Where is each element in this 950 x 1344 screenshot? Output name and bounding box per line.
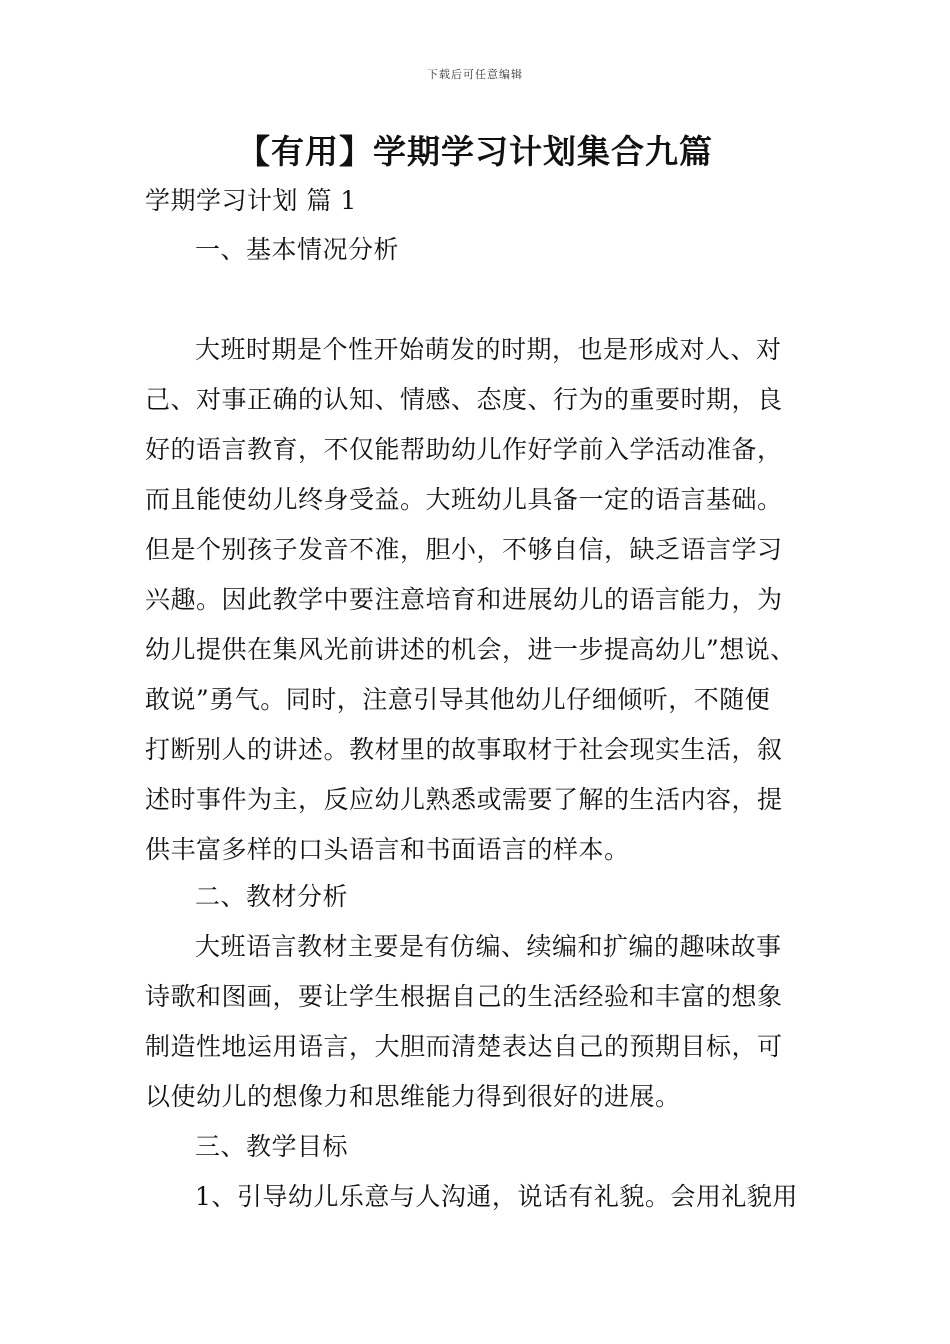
section-heading-1: 一、基本情况分析	[195, 235, 400, 264]
paragraph-1-line: 己、对事正确的认知、情感、态度、行为的重要时期，良	[145, 385, 783, 414]
paragraph-2-line: 制造性地运用语言，大胆而清楚表达自己的预期目标，可	[145, 1032, 783, 1061]
paragraph-1-line: 打断别人的讲述。教材里的故事取材于社会现实生活，叙	[145, 735, 783, 764]
section-heading-3: 三、教学目标	[195, 1132, 349, 1161]
section-subtitle: 学期学习计划 篇 1	[145, 186, 357, 215]
paragraph-2-line: 以使幼儿的想像力和思维能力得到很好的进展。	[145, 1082, 681, 1111]
paragraph-1-line: 幼儿提供在集风光前讲述的机会，进一步提高幼儿”想说、	[145, 635, 796, 664]
paragraph-1-line: 但是个别孩子发音不准，胆小，不够自信，缺乏语言学习	[145, 535, 783, 564]
paragraph-1-line: 好的语言教育，不仅能帮助幼儿作好学前入学活动准备，	[145, 435, 783, 464]
paragraph-1-line: 供丰富多样的口头语言和书面语言的样本。	[145, 835, 630, 864]
paragraph-1-line: 而且能使幼儿终身受益。大班幼儿具备一定的语言基础。	[145, 485, 783, 514]
section-heading-2: 二、教材分析	[195, 882, 349, 911]
paragraph-1-line: 敢说”勇气。同时，注意引导其他幼儿仔细倾听，不随便	[145, 685, 771, 714]
header-note: 下载后可任意编辑	[427, 68, 523, 81]
paragraph-2-line: 诗歌和图画，要让学生根据自己的生活经验和丰富的想象	[145, 982, 783, 1011]
page-title: 【有用】学期学习计划集合九篇	[237, 132, 713, 171]
paragraph-3-line: 1、引导幼儿乐意与人沟通，说话有礼貌。会用礼貌用	[195, 1182, 798, 1211]
paragraph-2-line: 大班语言教材主要是有仿编、续编和扩编的趣味故事	[195, 932, 782, 961]
paragraph-1-line: 述时事件为主，反应幼儿熟悉或需要了解的生活内容，提	[145, 785, 783, 814]
paragraph-1-line: 兴趣。因此教学中要注意培育和进展幼儿的语言能力，为	[145, 585, 783, 614]
paragraph-1-line: 大班时期是个性开始萌发的时期，也是形成对人、对	[195, 335, 782, 364]
